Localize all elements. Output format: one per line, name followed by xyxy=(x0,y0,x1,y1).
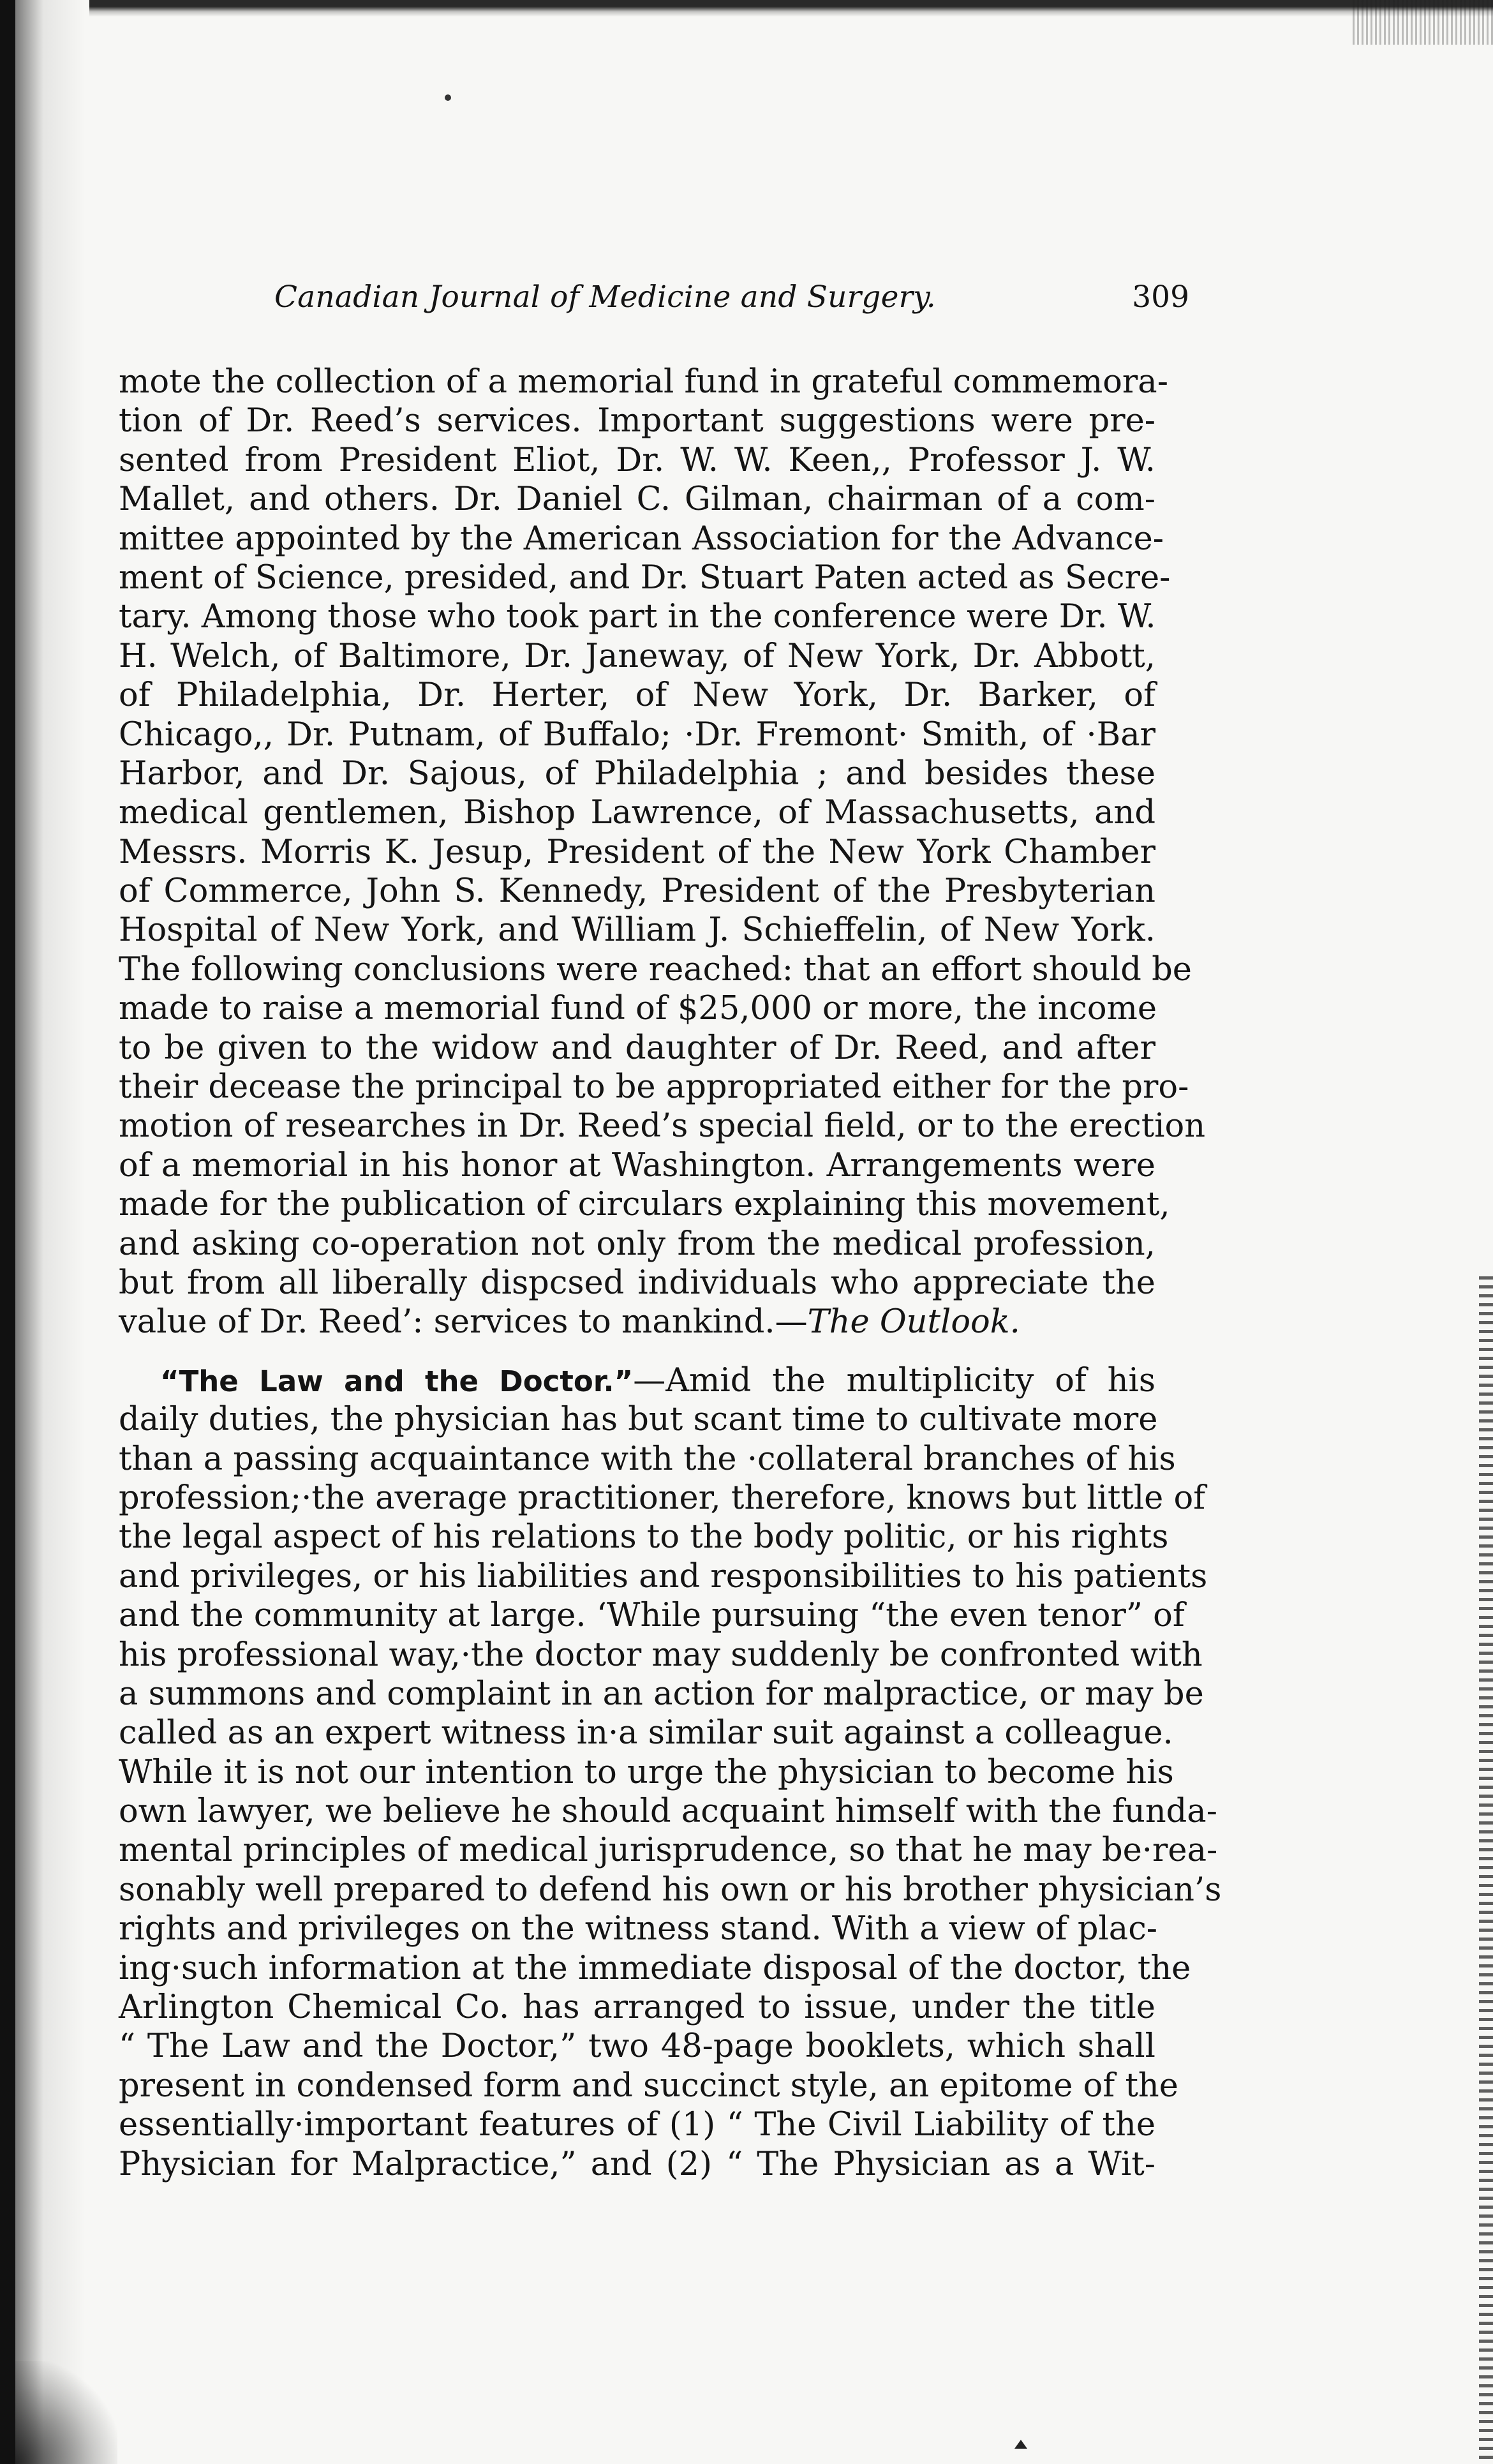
text-line: sonably well prepared to defend his own or his brother physician’s xyxy=(119,1870,1222,1909)
text-line: their decease the principal to be appropriated either for the pro- xyxy=(119,1068,1189,1107)
page-edge-binding-left xyxy=(0,0,15,2464)
text-line: present in condensed form and succinct style, an epitome of the xyxy=(119,2066,1178,2105)
text-line: made to raise a memorial fund of $25,000 or more, the income xyxy=(119,990,1157,1028)
text-line: profession;·the average practitioner, therefore, knows but little of xyxy=(119,1479,1206,1517)
text-line-first xyxy=(119,1361,1155,1400)
text-line: daily duties, the physician has but scant time to cultivate more xyxy=(119,1401,1158,1439)
text-line: Mallet, and others. Dr. Daniel C. Gilman, chairman of a com- xyxy=(119,481,1155,519)
text-line: of a memorial in his honor at Washington. Arrangements were xyxy=(119,1146,1155,1184)
page-edge-shadow-top xyxy=(89,0,1493,17)
text-line: and asking co-operation not only from the medical profession, xyxy=(119,1225,1155,1263)
text-line: but from all liberally dispcsed individuals who appreciate the xyxy=(119,1264,1155,1302)
text-line: mental principles of medical jurisprudence, so that he may be·rea- xyxy=(119,1832,1218,1870)
text-line: his professional way,·the doctor may suddenly be confronted with xyxy=(119,1636,1203,1674)
text-line: essentially·important features of (1) “ The Civil Liability of the xyxy=(119,2106,1155,2144)
running-header xyxy=(274,280,1189,324)
text-line: the legal aspect of his relations to the body politic, or his rights xyxy=(119,1518,1169,1557)
text-line: ing·such information at the immediate disposal of the doctor, the xyxy=(119,1949,1191,1987)
text-line: mote the collection of a memorial fund in grateful commemora- xyxy=(119,363,1168,401)
page-edge-shadow-top-corner xyxy=(1353,0,1493,45)
text-fragment: value of Dr. Reed’: services to mankind.— xyxy=(119,1303,808,1341)
text-line: rights and privileges on the witness stand. With a view of plac- xyxy=(119,1910,1157,1948)
page-edge-right xyxy=(1479,1276,1493,2464)
text-line: H. Welch, of Baltimore, Dr. Janeway, of New York, Dr. Abbott, xyxy=(119,637,1155,675)
text-line: tion of Dr. Reed’s services. Important suggestions were pre- xyxy=(119,402,1155,440)
text-line: “ The Law and the Doctor,” two 48-page booklets, which shall xyxy=(119,2027,1155,2066)
paragraph-reed-memorial xyxy=(119,362,1206,1342)
text-line: than a passing acquaintance with the ·collateral branches of his xyxy=(119,1440,1176,1478)
source-citation: The Outlook. xyxy=(807,1303,1020,1341)
paragraph-gap xyxy=(119,1342,1155,1361)
text-line: Hospital of New York, and William J. Schieffelin, of New York. xyxy=(119,911,1155,950)
paragraph-law-and-doctor xyxy=(119,1361,1222,2184)
text-line: medical gentlemen, Bishop Lawrence, of Massachusetts, and xyxy=(119,794,1155,832)
text-line: of Commerce, John S. Kennedy, President of the Presbyterian xyxy=(119,872,1155,911)
text-line: sented from President Eliot, Dr. W. W. Keen,, Professor J. W. xyxy=(119,441,1155,479)
ink-speck-bottom xyxy=(1014,2440,1027,2449)
text-line: of Philadelphia, Dr. Herter, of New York, Dr. Barker, of xyxy=(119,676,1155,715)
page-edge-shadow-left xyxy=(15,0,85,2464)
ink-speck xyxy=(445,94,451,101)
text-line: The following conclusions were reached: that an effort should be xyxy=(119,950,1192,989)
text-line: Chicago,, Dr. Putnam, of Buffalo; ·Dr. Fremont· Smith, of ·Bar xyxy=(119,715,1155,754)
text-line: Arlington Chemical Co. has arranged to issue, under the title xyxy=(119,1989,1155,2027)
text-line: Harbor, and Dr. Sajous, of Philadelphia ; and besides these xyxy=(119,754,1155,793)
page-corner-shadow xyxy=(15,2361,117,2464)
text-line: Messrs. Morris K. Jesup, President of the New York Chamber xyxy=(119,833,1155,871)
section-title: “The Law and the Doctor.” xyxy=(160,1364,634,1398)
text-line: own lawyer, we believe he should acquaint himself with the funda- xyxy=(119,1793,1217,1831)
text-fragment: —Amid the multiplicity of his xyxy=(633,1361,1155,1400)
text-line: called as an expert witness in·a similar suit against a colleague. xyxy=(119,1714,1173,1752)
text-line: motion of researches in Dr. Reed’s special field, or to the erection xyxy=(119,1107,1206,1146)
text-line: Physician for Malpractice,” and (2) “ The Physician as a Wit- xyxy=(119,2145,1155,2183)
text-line: tary. Among those who took part in the conference were Dr. W. xyxy=(119,598,1156,636)
text-line: a summons and complaint in an action for malpractice, or may be xyxy=(119,1675,1204,1713)
article-body xyxy=(119,362,1222,2184)
text-line: to be given to the widow and daughter of Dr. Reed, and after xyxy=(119,1029,1155,1067)
page-number: 309 xyxy=(1132,280,1189,315)
text-line: mittee appointed by the American Association for the Advance- xyxy=(119,519,1164,558)
journal-title: Canadian Journal of Medicine and Surgery. xyxy=(274,280,936,315)
text-line: While it is not our intention to urge the physician to become his xyxy=(119,1753,1174,1791)
text-line: ment of Science, presided, and Dr. Stuart Paten acted as Secre- xyxy=(119,558,1171,597)
text-line: and privileges, or his liabilities and responsibilities to his patients xyxy=(119,1557,1208,1595)
text-line-last xyxy=(119,1303,1155,1341)
text-line: made for the publication of circulars explaining this movement, xyxy=(119,1186,1170,1224)
text-line: and the community at large. ‘While pursuing “the even tenor” of xyxy=(119,1597,1185,1635)
